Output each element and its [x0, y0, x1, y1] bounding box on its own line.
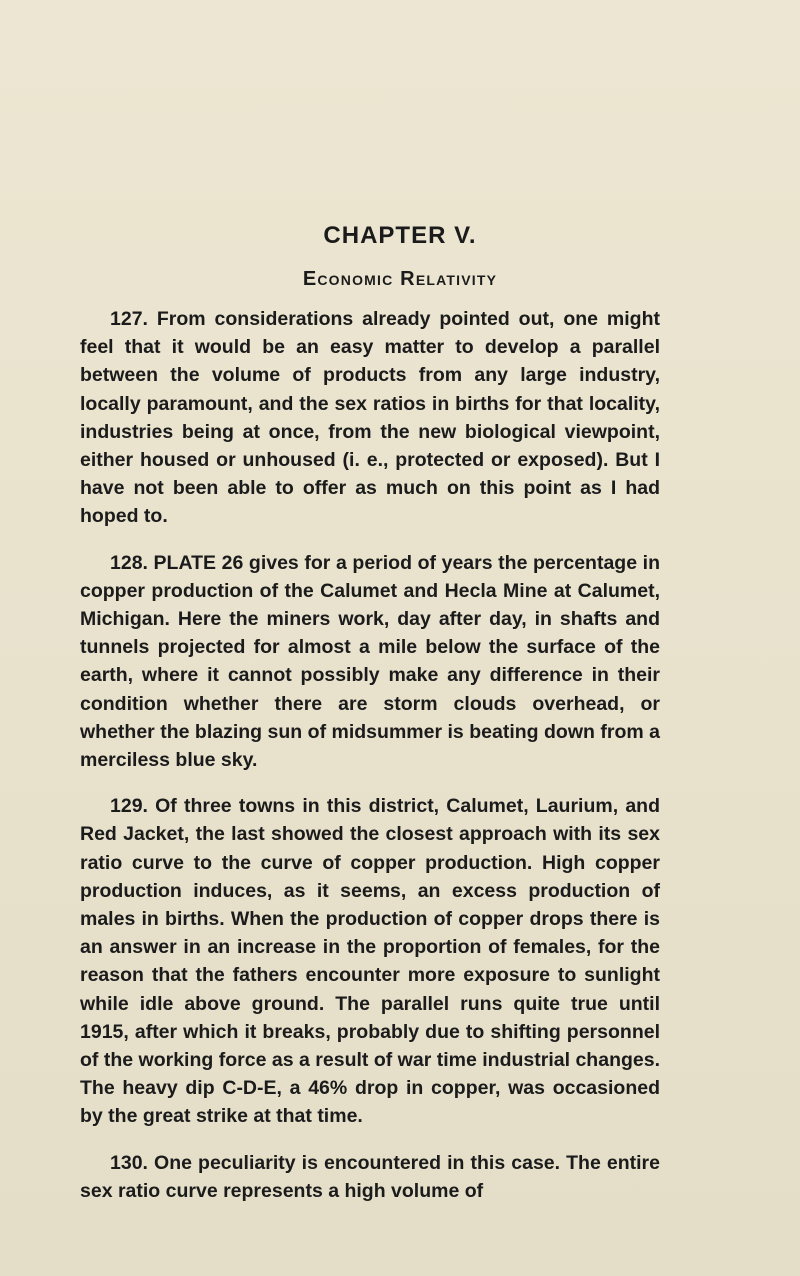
section-title: Economic Relativity: [302, 268, 498, 290]
body-text: [80, 305, 660, 1223]
paragraph-128: 128. PLATE 26 gives for a period of years the percentage in copper production of the Calumet and Hecla Mine at Calumet, Michigan. Here the miners work, day after day, in shafts and tunnels projected for almost a mile below the surface of the earth, where it cannot possibly make any difference in their condition whether there are storm clouds overhead, or whether the blazing sun of midsummer is beating down from a merciless blue sky.: [80, 551, 660, 772]
chapter-heading: CHAPTER V.: [323, 222, 477, 249]
paragraph-127: 127. From considerations already pointed out, one might feel that it would be an easy matter to develop a parallel between the volume of products from any large industry, locally paramount, and the sex ratios in births for that locality, industries being at once, from the new biological viewpoint, either housed or unhoused (i. e., protected or exposed). But I have not been able to offer as much on this point as I had hoped to.: [80, 308, 660, 528]
paragraph-129: 129. Of three towns in this district, Calumet, Laurium, and Red Jacket, the last showed the closest approach with its sex ratio curve to the curve of copper production. High copper production induces, as it seems, an excess production of males in births. When the production of copper drops there is an answer in an increase in the proportion of females, for the reason that the fathers encounter more exposure to sunlight while idle above ground. The parallel runs quite true until 1915, after which it breaks, probably due to shifting personnel of the working force as a result of war time industrial changes. The heavy dip C-D-E, a 46% drop in copper, was occasioned by the great strike at that time.: [80, 795, 660, 1128]
paragraph-130: 130. One peculiarity is encountered in this case. The entire sex ratio curve represents a high volume of: [80, 1151, 660, 1202]
